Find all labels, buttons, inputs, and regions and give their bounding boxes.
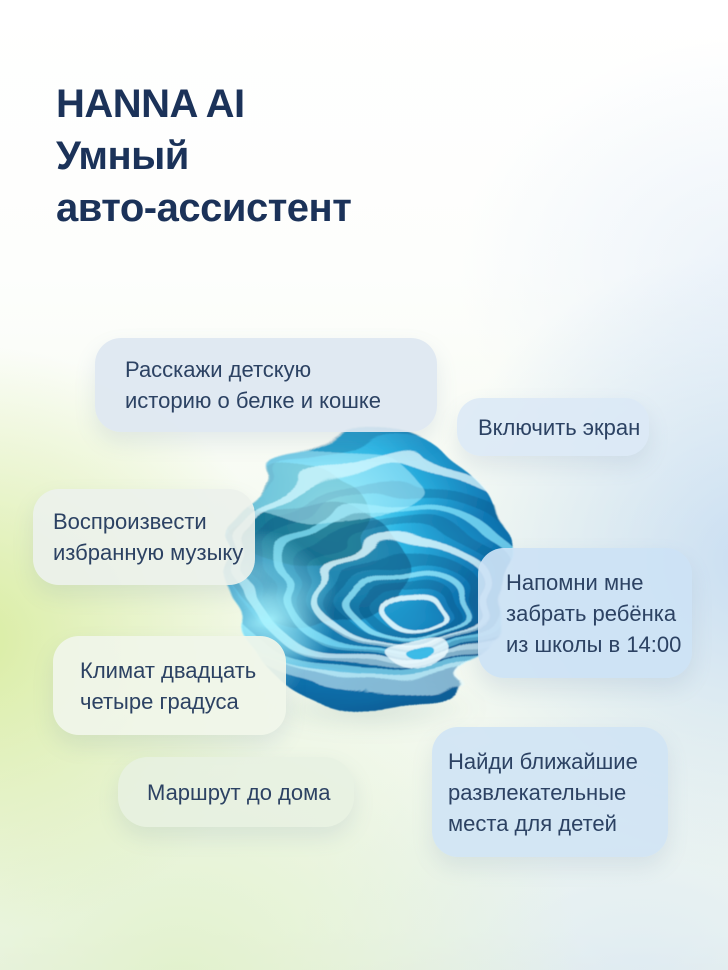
command-line: развлекательные [448, 779, 627, 805]
command-line: Климат двадцать [80, 657, 257, 683]
tagline-line-2: авто-ассистент [56, 186, 352, 230]
page-title [56, 78, 351, 234]
tagline-line-1: Умный [56, 134, 189, 178]
command-line: четыре градуса [80, 688, 239, 714]
command-line: историю о белке и кошке [125, 388, 382, 413]
command-line: из школы в 14:00 [506, 631, 682, 657]
command-line: Включить экран [478, 414, 641, 440]
brand-name: HANNA AI [56, 82, 245, 126]
command-card-screen [457, 398, 649, 456]
command-line: места для детей [448, 810, 617, 836]
command-line: забрать ребёнка [506, 600, 677, 626]
command-line: избранную музыку [53, 540, 244, 565]
command-line: Напомни мне [506, 569, 644, 595]
command-card-remind [478, 548, 692, 678]
command-line: Расскажи детскую [125, 357, 312, 382]
command-card-route [118, 757, 354, 827]
command-line: Найди ближайшие [448, 748, 638, 774]
command-card-places [432, 727, 668, 857]
command-card-climate [53, 636, 286, 735]
command-card-music [33, 489, 255, 585]
command-line: Маршрут до дома [147, 779, 331, 805]
command-card-story [95, 338, 437, 432]
command-line: Воспроизвести [53, 509, 207, 534]
